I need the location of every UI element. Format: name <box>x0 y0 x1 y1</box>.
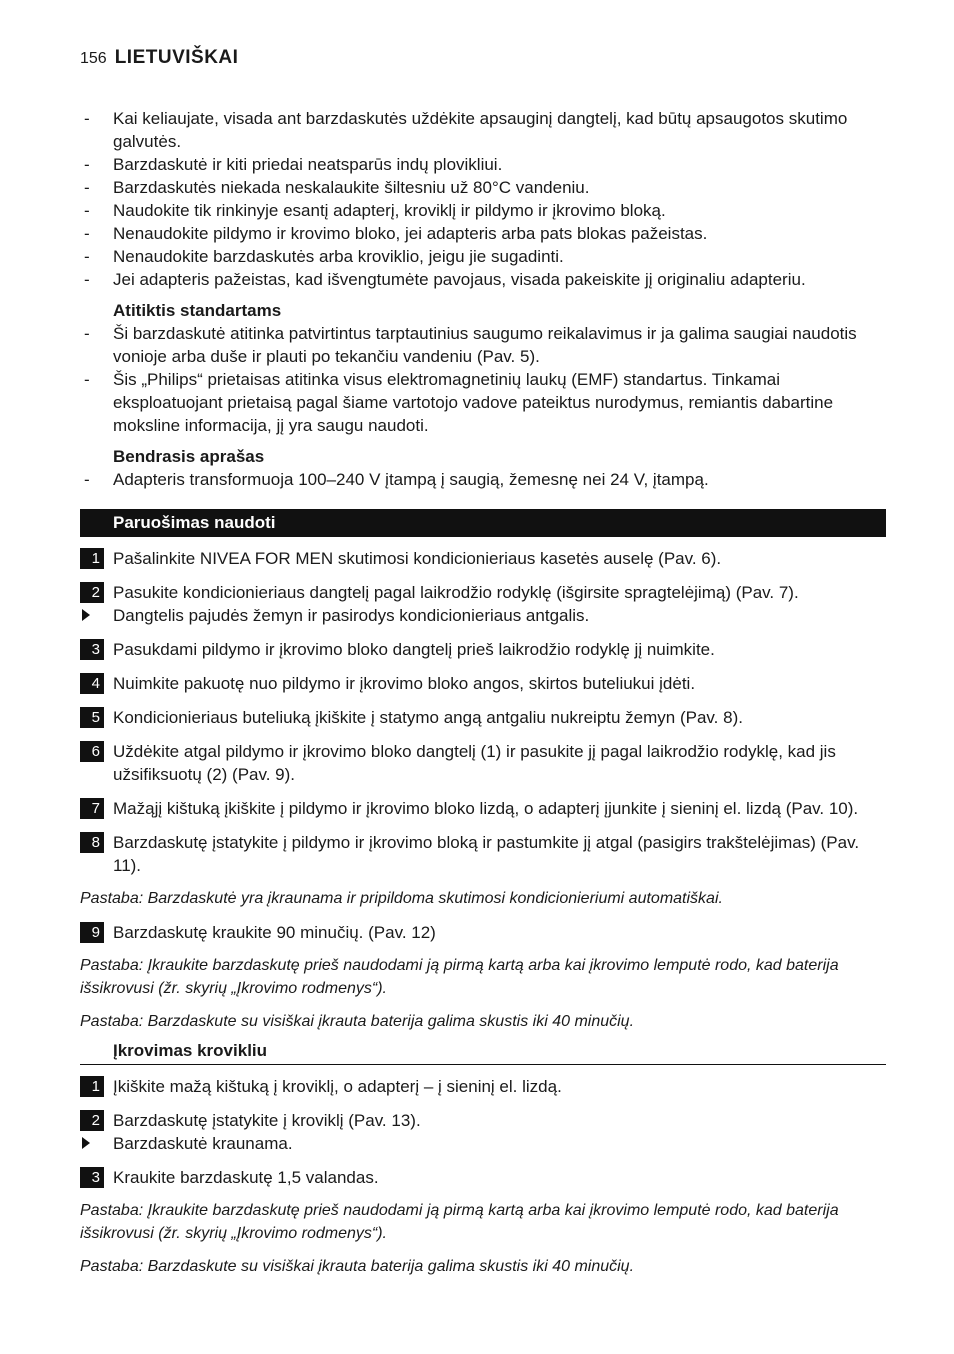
step-number: 9 <box>80 922 104 943</box>
compliance-heading: Atitiktis standartams <box>113 301 282 320</box>
step-number: 2 <box>80 582 104 603</box>
step-item: 4 Nuimkite pakuotę nuo pildymo ir įkrovimo bloko angos, skirtos buteliukui įdėti. <box>80 672 886 695</box>
intro-bullet-list <box>80 107 886 291</box>
list-item: - Ši barzdaskutė atitinka patvirtintus tarptautinius saugumo reikalavimus ir ja galima saugiai naudotis vonioje arba duše ir plauti po tekančiu vandeniu (Pav. 5). <box>84 324 857 366</box>
step-number: 4 <box>80 673 104 694</box>
step-item: 3 Pasukdami pildymo ir įkrovimo bloko dangtelį prieš laikrodžio rodyklę jį nuimkite. <box>80 638 886 661</box>
step-number: 3 <box>80 639 104 660</box>
list-item: - Adapteris transformuoja 100–240 V įtampą į saugią, žemesnę nei 24 V, įtampą. <box>84 470 709 489</box>
note-text: Pastaba: Įkraukite barzdaskutę prieš naudodami ją pirmą kartą arba kai įkrovimo lemputė rodo, kad baterija išsikrovusi (žr. skyrių „Įkrovimo rodmenys“). <box>80 1202 839 1242</box>
step-number: 1 <box>80 1076 104 1097</box>
step-number: 1 <box>80 548 104 569</box>
note-text: Pastaba: Barzdaskute su visiškai įkrauta baterija galima skustis iki 40 minučių. <box>80 1258 635 1275</box>
step-item: 9 Barzdaskutę kraukite 90 minučių. (Pav. 12) <box>80 921 886 944</box>
page-header <box>80 47 238 69</box>
result-arrow-icon <box>82 609 90 621</box>
note-text: Pastaba: Įkraukite barzdaskutę prieš naudodami ją pirmą kartą arba kai įkrovimo lemputė rodo, kad baterija išsikrovusi (žr. skyrių „Įkrovimo rodmenys“). <box>80 957 839 997</box>
list-item: - Naudokite tik rinkinyje esantį adapterį, kroviklį ir pildymo ir įkrovimo bloką. <box>84 201 666 220</box>
list-item: - Šis „Philips“ prietaisas atitinka visus elektromagnetinių laukų (EMF) standartus. Tinkamai eksploatuojant prietaisą pagal šiame vartotojo vadove pateiktus nurodymus, remiantis dabartine moksline informacija, jį yra saugu naudoti. <box>84 370 834 435</box>
step-result: Barzdaskutė kraunama. <box>80 1132 886 1155</box>
step-number: 2 <box>80 1110 104 1131</box>
language-title: LIETUVIŠKAI <box>114 47 239 68</box>
list-item: - Nenaudokite barzdaskutės arba kroviklio, jeigu jie sugadinti. <box>84 247 564 266</box>
prep-section-heading: Paruošimas naudoti <box>80 509 886 537</box>
note-text: Pastaba: Barzdaskute su visiškai įkrauta baterija galima skustis iki 40 minučių. <box>80 1013 635 1030</box>
step-number: 8 <box>80 832 104 853</box>
step-item: 2 Barzdaskutę įstatykite į kroviklį (Pav. 13). <box>80 1109 886 1132</box>
step-item: 5 Kondicionieriaus buteliuką įkiškite į statymo angą antgaliu nukreiptu žemyn (Pav. 8). <box>80 706 886 729</box>
note-text: Pastaba: Barzdaskutė yra įkraunama ir pripildoma skutimosi kondicionieriumi automatiškai. <box>80 890 723 907</box>
step-item: 8 Barzdaskutę įstatykite į pildymo ir įkrovimo bloką ir pastumkite jį atgal (pasigirs trakštelėjimas) (Pav. 11). <box>80 831 886 877</box>
list-item: - Kai keliaujate, visada ant barzdaskutės uždėkite apsauginį dangtelį, kad būtų apsaugotos skutimo galvutės. <box>84 109 848 151</box>
list-item: - Jei adapteris pažeistas, kad išvengtumėte pavojaus, visada pakeiskite jį originaliu adapteriu. <box>84 270 806 289</box>
list-item: - Barzdaskutė ir kiti priedai neatsparūs indų plovikliui. <box>84 155 503 174</box>
charging-section-heading: Įkrovimas krovikliu <box>80 1039 886 1065</box>
step-item: 6 Uždėkite atgal pildymo ir įkrovimo bloko dangtelį (1) ir pasukite jį pagal laikrodžio rodyklę, kad jis užsifiksuotų (2) (Pav. 9). <box>80 740 886 786</box>
step-item: 1 Pašalinkite NIVEA FOR MEN skutimosi kondicionieriaus kasetės auselę (Pav. 6). <box>80 547 886 570</box>
step-item: 3 Kraukite barzdaskutę 1,5 valandas. <box>80 1166 886 1189</box>
step-number: 6 <box>80 741 104 762</box>
page-content <box>80 107 886 1278</box>
step-item: 1 Įkiškite mažą kištuką į kroviklį, o adapterį – į sieninį el. lizdą. <box>80 1075 886 1098</box>
result-arrow-icon <box>82 1137 90 1149</box>
list-item: - Barzdaskutės niekada neskalaukite šiltesniu už 80°C vandeniu. <box>84 178 590 197</box>
step-number: 3 <box>80 1167 104 1188</box>
step-number: 5 <box>80 707 104 728</box>
general-heading: Bendrasis aprašas <box>113 447 265 466</box>
step-item: 7 Mažąjį kištuką įkiškite į pildymo ir įkrovimo bloko lizdą, o adapterį įjunkite į sieninį el. lizdą (Pav. 10). <box>80 797 886 820</box>
list-item: - Nenaudokite pildymo ir krovimo bloko, jei adapteris arba pats blokas pažeistas. <box>84 224 708 243</box>
step-number: 7 <box>80 798 104 819</box>
step-result: Dangtelis pajudės žemyn ir pasirodys kondicionieriaus antgalis. <box>80 604 886 627</box>
step-item: 2 Pasukite kondicionieriaus dangtelį pagal laikrodžio rodyklę (išgirsite spragtelėjimą) (Pav. 7). <box>80 581 886 604</box>
page-number: 156 <box>80 50 107 67</box>
